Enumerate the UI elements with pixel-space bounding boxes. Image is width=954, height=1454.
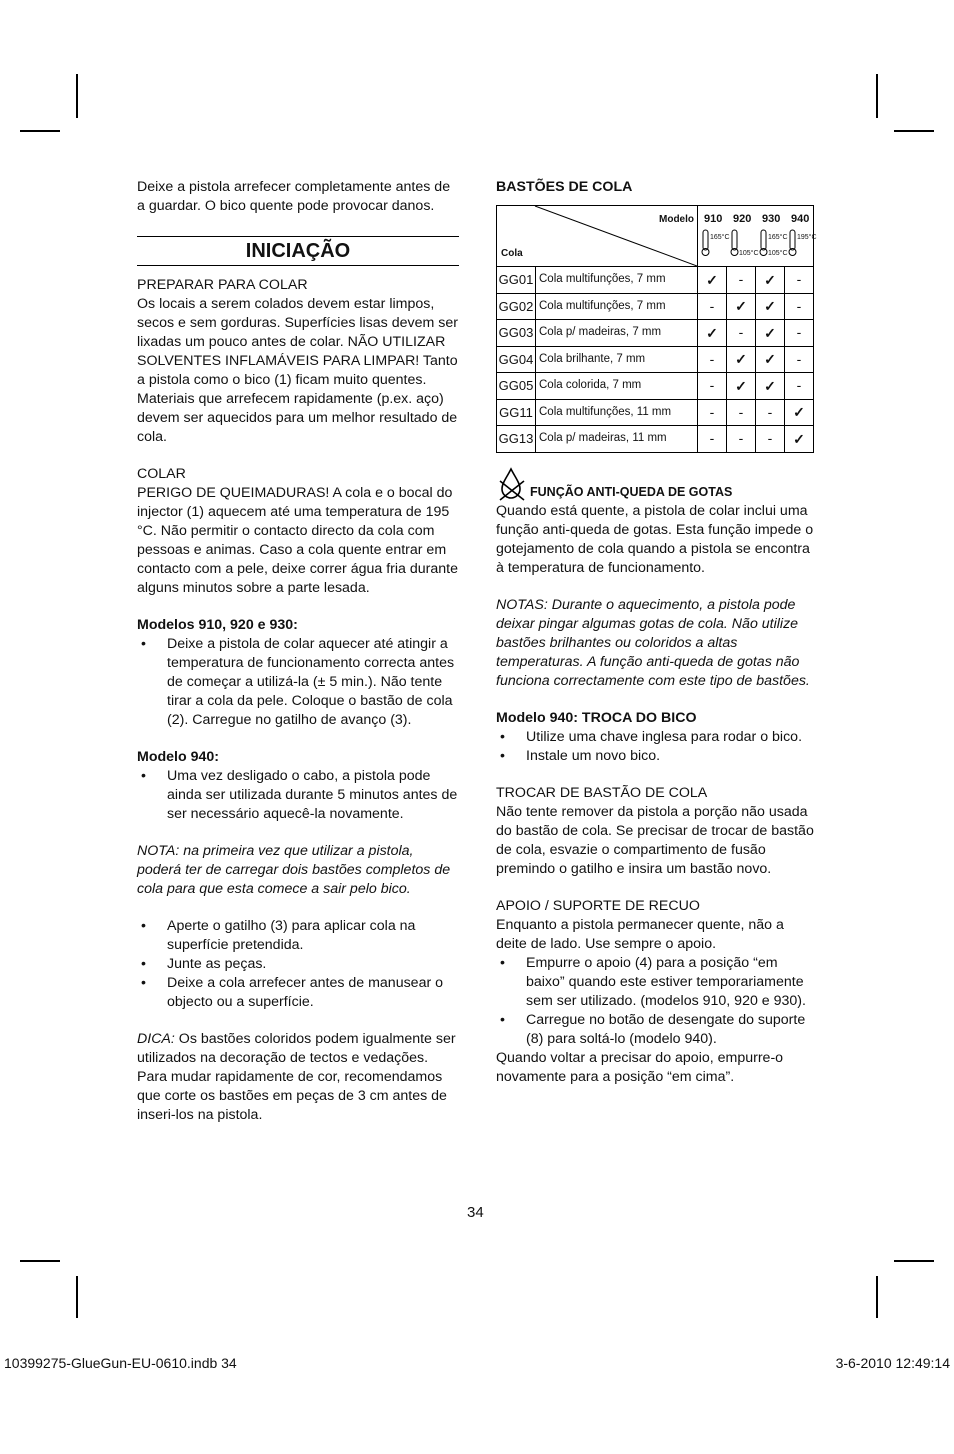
temp-label: 165°C: [768, 234, 788, 241]
list-item: • Deixe a pistola de colar aquecer até atingir a temperatura de funcionamento correcta antes de começar a utilizá-la (± 5 min.). Não tente tirar a cola da pele. Coloque o bastão de cola (2). Carregue no gatilho de avanço (3).: [137, 635, 459, 730]
cola-label: Cola: [501, 248, 523, 259]
table-row: [497, 346, 814, 373]
apoio-list: [496, 954, 818, 1049]
check-icon: ✓: [698, 320, 727, 347]
dash-mark: -: [785, 267, 814, 294]
antidrip-text: Quando está quente, a pistola de colar inclui uma função anti-queda de gotas. Esta função impede o gotejamento de cola quando a pistola se encontra à temperatura de funcionamento.: [496, 502, 814, 576]
models-heading: Modelos 910, 920 e 930:: [137, 617, 298, 633]
glue-description: Cola colorida, 7 mm: [536, 373, 698, 400]
glue-code: GG02: [497, 293, 536, 320]
model940-heading: Modelo 940:: [137, 749, 219, 765]
check-icon: ✓: [756, 373, 785, 400]
dash-mark: -: [698, 293, 727, 320]
trocar-text: Não tente remover da pistola a porção não usada do bastão de cola. Se precisar de trocar de bastão de cola, esvazie o compartimento de fusão premindo o gatilho e insira um bastão novo.: [496, 803, 814, 877]
check-icon: ✓: [756, 267, 785, 294]
dash-mark: -: [785, 346, 814, 373]
glue-code: GG01: [497, 267, 536, 294]
dash-mark: -: [698, 426, 727, 453]
colar-heading: COLAR: [137, 466, 186, 482]
table-header-corner: [497, 206, 698, 267]
final-list: [137, 917, 459, 1012]
dica-text: Os bastões coloridos podem igualmente ser utilizados na decoração de tectos e vedações. Para mudar rapidamente de cor, recomendamos que corte os bastões em peças de 3 cm antes de inseri-los na pistola.: [137, 1031, 456, 1123]
glue-code: GG04: [497, 346, 536, 373]
check-icon: ✓: [698, 267, 727, 294]
colar-text: PERIGO DE QUEIMADURAS! A cola e o bocal do injector (1) aquecem até uma temperatura de 195 °C. Não permitir o contacto directo da cola com pessoas e animas. Caso a cola quente entrar em contacto com a pele, deixe correr água fria durante alguns minutos sobre a parte lesada.: [137, 485, 458, 596]
glue-description: Cola multifunções, 7 mm: [536, 267, 698, 294]
model940-list: [137, 767, 459, 824]
intro-paragraph: Deixe a pistola arrefecer completamente antes de a guardar. O bico quente pode provocar danos.: [137, 179, 451, 214]
prep-text: Os locais a serem colados devem estar limpos, secos e sem gorduras. Superfícies lisas devem ser lixadas um pouco antes de colar. NÃO UTILIZAR SOLVENTES INFLAMÁVEIS PARA LIMPAR! Tanto a pistola como o bico (1) ficam muito quentes. Materiais que arrefecem rapidamente (p.ex. aço) devem ser aquecidos para um melhor resultado de cola.: [137, 296, 458, 445]
table-row: [497, 320, 814, 347]
antidrip-heading: FUNÇÃO ANTI-QUEDA DE GOTAS: [530, 484, 733, 499]
glue-description: Cola p/ madeiras, 11 mm: [536, 426, 698, 453]
glue-description: Cola multifunções, 7 mm: [536, 293, 698, 320]
right-column: [496, 178, 818, 1087]
left-column: [137, 178, 459, 1125]
check-icon: ✓: [756, 320, 785, 347]
dash-mark: -: [698, 346, 727, 373]
table-row: [497, 267, 814, 294]
footer-right: 3-6-2010 12:49:14: [835, 1355, 950, 1371]
dash-mark: -: [727, 267, 756, 294]
glue-description: Cola multifunções, 11 mm: [536, 399, 698, 426]
dash-mark: -: [698, 373, 727, 400]
dash-mark: -: [727, 426, 756, 453]
glue-code: GG05: [497, 373, 536, 400]
temp-label: 105°C: [739, 250, 759, 257]
nota-paragraph: NOTA: na primeira vez que utilizar a pistola, poderá ter de carregar dois bastões completos de cola para que esta comece a sair pelo bico.: [137, 843, 451, 897]
dash-mark: -: [727, 320, 756, 347]
check-icon: ✓: [727, 293, 756, 320]
modelo-label: Modelo: [659, 214, 694, 225]
dash-mark: -: [698, 399, 727, 426]
antidrip-heading-row: [496, 483, 818, 502]
table-header-models: [698, 206, 817, 267]
apoio-heading: APOIO / SUPORTE DE RECUO: [496, 897, 700, 914]
trocar-heading: TROCAR DE BASTÃO DE COLA: [496, 784, 708, 801]
prep-heading: PREPARAR PARA COLAR: [137, 277, 308, 293]
temp-label: 195°C: [797, 234, 817, 241]
apoio-final: Quando voltar a precisar do apoio, empurre-o novamente para a posição “em cima”.: [496, 1049, 784, 1085]
section-title: INICIAÇÃO: [137, 236, 459, 266]
model-940: 940: [791, 213, 810, 225]
crop-mark: [20, 1260, 60, 1262]
table-body: [497, 267, 814, 453]
table-row: [497, 426, 814, 453]
model-930: 930: [762, 213, 781, 225]
models-list: [137, 635, 459, 730]
model-920: 920: [733, 213, 752, 225]
check-icon: ✓: [727, 346, 756, 373]
check-icon: ✓: [727, 373, 756, 400]
glue-description: Cola p/ madeiras, 7 mm: [536, 320, 698, 347]
dash-mark: -: [756, 399, 785, 426]
table-row: [497, 373, 814, 400]
table-row: [497, 293, 814, 320]
list-item: • Uma vez desligado o cabo, a pistola pode ainda ser utilizada durante 5 minutos antes de ser necessário aquecê-la novamente.: [137, 767, 459, 824]
apoio-text: Enquanto a pistola permanecer quente, não a deite de lado. Use sempre o apoio.: [496, 916, 784, 952]
list-item: • Carregue no botão de desengate do suporte (8) para soltá-lo (modelo 940).: [496, 1011, 818, 1049]
list-item: • Deixe a cola arrefecer antes de manusear o objecto ou a superfície.: [137, 974, 459, 1012]
footer-left: 10399275-GlueGun-EU-0610.indb 34: [4, 1355, 237, 1371]
dash-mark: -: [756, 426, 785, 453]
no-drip-icon: [496, 467, 526, 501]
glue-code: GG11: [497, 399, 536, 426]
check-icon: ✓: [756, 293, 785, 320]
check-icon: ✓: [785, 399, 814, 426]
troca-heading: Modelo 940: TROCA DO BICO: [496, 709, 697, 726]
check-icon: ✓: [785, 426, 814, 453]
page-number: 34: [467, 1204, 484, 1221]
table-title: BASTÕES DE COLA: [496, 179, 633, 195]
dash-mark: -: [727, 399, 756, 426]
crop-mark: [876, 1276, 878, 1318]
glue-code: GG03: [497, 320, 536, 347]
list-item: • Empurre o apoio (4) para a posição “em baixo” quando este estiver temporariamente sem ser utilizado. (modelos 910, 920 e 930).: [496, 954, 818, 1011]
glue-code: GG13: [497, 426, 536, 453]
temp-label: 165°C: [710, 234, 730, 241]
dash-mark: -: [785, 293, 814, 320]
glue-description: Cola brilhante, 7 mm: [536, 346, 698, 373]
check-icon: ✓: [756, 346, 785, 373]
temp-label: 105°C: [768, 250, 788, 257]
list-item: • Junte as peças.: [137, 955, 459, 974]
dash-mark: -: [785, 373, 814, 400]
crop-mark: [76, 74, 78, 118]
crop-mark: [876, 74, 878, 118]
model-910: 910: [704, 213, 723, 225]
notas-paragraph: NOTAS: Durante o aquecimento, a pistola pode deixar pingar algumas gotas de cola. Não utilize bastões brilhantes ou coloridos a altas temperaturas. A função anti-queda de gotas não funciona correctamente com este tipo de bastões.: [496, 596, 810, 689]
crop-mark: [894, 130, 934, 132]
dica-paragraph: [137, 1030, 459, 1125]
list-item: • Instale um novo bico.: [496, 747, 818, 766]
troca-list: [496, 728, 818, 766]
dica-label: DICA:: [137, 1031, 175, 1047]
list-item: • Aperte o gatilho (3) para aplicar cola na superfície pretendida.: [137, 917, 459, 955]
table-row: [497, 399, 814, 426]
glue-stick-table: [496, 205, 817, 453]
crop-mark: [20, 130, 60, 132]
list-item: • Utilize uma chave inglesa para rodar o bico.: [496, 728, 818, 747]
crop-mark: [76, 1276, 78, 1318]
crop-mark: [894, 1260, 934, 1262]
dash-mark: -: [785, 320, 814, 347]
